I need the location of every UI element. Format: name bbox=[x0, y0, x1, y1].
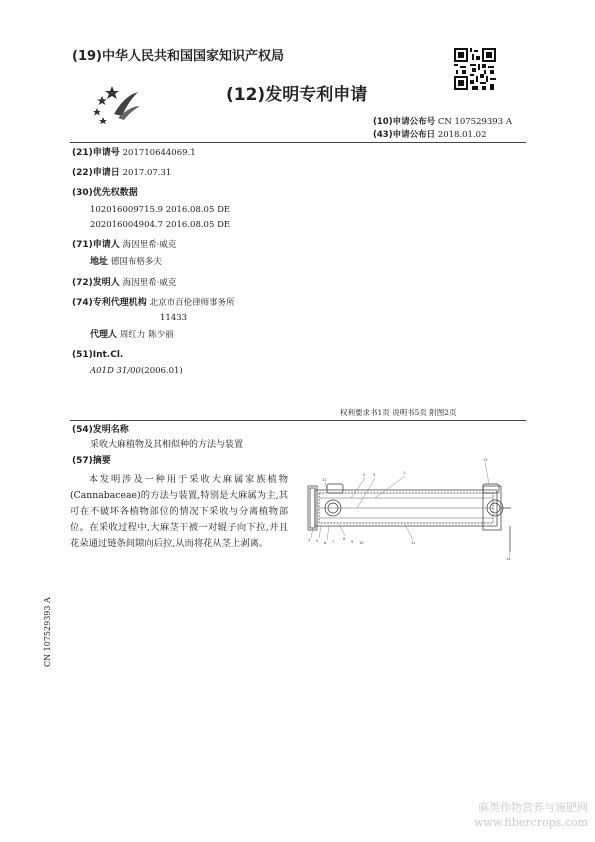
agency-label: (74)专利代理机构 bbox=[72, 298, 147, 308]
ipc-classification bbox=[90, 366, 183, 377]
abstract-label: (57)摘要 bbox=[72, 456, 111, 466]
publication-number: CN 107529393 A bbox=[437, 117, 512, 127]
applicant: 海因里希·威克 bbox=[122, 240, 177, 250]
publication-number-label: (10)申请公布号 bbox=[373, 117, 436, 127]
priority-label: (30)优先权数据 bbox=[72, 188, 138, 198]
header-divider bbox=[70, 142, 526, 143]
watermark-site-name: 麻类作物营养与施肥网 bbox=[478, 801, 588, 814]
agent-label: 代理人 bbox=[90, 330, 118, 340]
figure-label: 10 bbox=[359, 541, 364, 545]
watermark bbox=[456, 800, 588, 830]
application-number: 201710644069.1 bbox=[122, 148, 196, 158]
agency-row bbox=[72, 298, 235, 309]
figure-label: 8 bbox=[343, 537, 346, 541]
publication-number-line bbox=[373, 115, 512, 127]
publication-date: 2018.01.02 bbox=[437, 130, 487, 140]
patent-office-logo-icon bbox=[92, 84, 142, 124]
figure-label: 12 bbox=[322, 478, 327, 482]
agency-code: 11433 bbox=[160, 313, 188, 323]
priority-entry: 102016009715.9 2016.08.05 DE bbox=[90, 205, 231, 215]
inventor-row bbox=[72, 278, 176, 289]
priority-entry: 202016004904.7 2016.08.05 DE bbox=[90, 220, 231, 230]
figure-label: 6 bbox=[324, 541, 327, 545]
agent: 周红力 陈少丽 bbox=[119, 330, 174, 340]
application-date: 2017.07.31 bbox=[122, 168, 172, 178]
qr-code-icon bbox=[454, 48, 496, 90]
applicant-label: (71)申请人 bbox=[72, 240, 120, 250]
abstract-drawing bbox=[305, 452, 515, 562]
ipc-label: (51)Int.Cl. bbox=[72, 350, 124, 360]
application-number-label: (21)申请号 bbox=[72, 148, 120, 158]
application-date-row bbox=[72, 168, 171, 179]
side-publication-number: CN 107529393 A bbox=[43, 597, 52, 667]
publication-date-line bbox=[373, 128, 486, 140]
address: 德国布格多夫 bbox=[110, 257, 162, 267]
figure-label: 3 bbox=[373, 473, 376, 477]
watermark-url: www.fibercrops.com bbox=[473, 816, 588, 829]
figure-label: 4 bbox=[308, 538, 311, 542]
applicant-row bbox=[72, 240, 176, 251]
pages-info: 权利要求书1页 说明书5页 附图2页 bbox=[340, 408, 457, 417]
figure-label: 13 bbox=[483, 458, 488, 462]
ipc-code: A01D 31/00 bbox=[90, 366, 141, 376]
apparatus-drawing bbox=[308, 484, 511, 552]
publication-date-label: (43)申请公布日 bbox=[373, 130, 436, 140]
pages-divider bbox=[70, 420, 526, 421]
figure-label: 2 bbox=[363, 473, 366, 477]
ipc-year: (2006.01) bbox=[140, 366, 183, 376]
application-number-row bbox=[72, 148, 196, 159]
invention-name: 采收大麻植物及其相似种的方法与装置 bbox=[90, 440, 244, 450]
office-name: (19)中华人民共和国国家知识产权局 bbox=[72, 49, 284, 64]
figure-label: 5 bbox=[316, 539, 319, 543]
application-date-label: (22)申请日 bbox=[72, 168, 120, 178]
figure-label: 9 bbox=[351, 540, 354, 544]
inventor-label: (72)发明人 bbox=[72, 278, 120, 288]
agency: 北京市百伦律师事务所 bbox=[149, 298, 235, 308]
figure-label: 1 bbox=[403, 471, 406, 475]
address-row bbox=[90, 257, 162, 268]
figure-label: 11 bbox=[411, 541, 416, 545]
figure-label: 7 bbox=[332, 540, 335, 544]
invention-name-label: (54)发明名称 bbox=[72, 425, 129, 435]
figure-label: 14 bbox=[506, 557, 511, 561]
abstract-text: 本发明涉及一种用于采收大麻属家族植物(Cannabaceae)的方法与装置,特别是大麻属为主,其可在不破坏各植物部位的情况下采收与分离植物部位。在采收过程中,大麻茎干被一对辊子向下拉,并且花朵通过链条间隙向后拉,从而将花从茎上剥离。 bbox=[70, 474, 288, 549]
agent-row bbox=[90, 330, 174, 341]
address-label: 地址 bbox=[90, 257, 109, 267]
document-type-title: (12)发明专利申请 bbox=[226, 85, 368, 105]
inventor: 海因里希·威克 bbox=[122, 278, 177, 288]
